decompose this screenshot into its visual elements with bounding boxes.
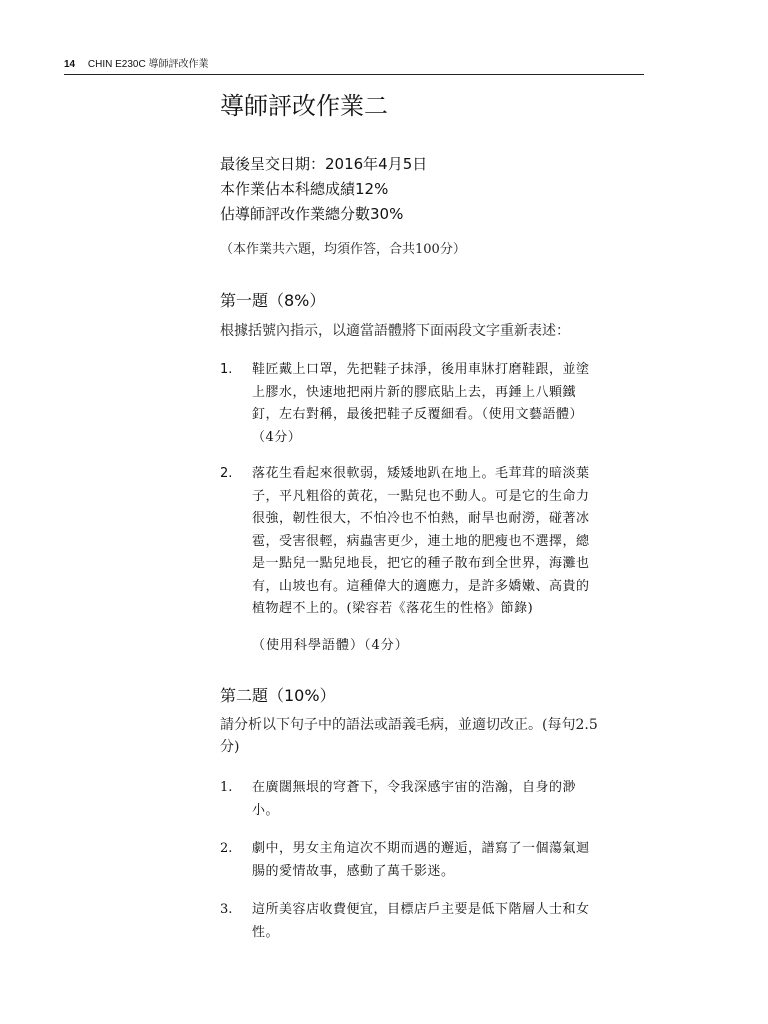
q2-item-1-number: 1. <box>220 780 233 795</box>
q2-item-3-number: 3. <box>220 902 233 917</box>
q1-item-1-text <box>252 359 642 449</box>
assignment-meta <box>220 152 427 227</box>
q1-item-1-line: （4分） <box>252 429 302 445</box>
q2-item-2-line: 腸的愛情故事，感動了萬千影迷。 <box>252 863 455 879</box>
q1-instruction: 根據括號內指示，以適當語體將下面兩段文字重新表述： <box>220 323 570 339</box>
q1-heading: 第一題（8%） <box>220 291 326 310</box>
q1-item-2-text <box>252 463 642 621</box>
running-header <box>64 58 644 75</box>
q2-item-1-line: 在廣闊無垠的穹蒼下，令我深感宇宙的浩瀚，自身的渺 <box>252 780 577 795</box>
q1-item-2-line: 落花生看起來很軟弱，矮矮地趴在地上。毛茸茸的暗淡葉 <box>252 466 590 481</box>
q1-item-1-line: 上膠水，快速地把兩片新的膠底貼上去，再錘上八顆鐵 <box>252 384 577 400</box>
weight-tma: 佔導師評改作業總分數30% <box>220 205 404 223</box>
q1-item-2-line: 雹，受害很輕，病蟲害更少，連土地的肥瘦也不選擇，總 <box>252 533 590 549</box>
q2-item-1-line: 小。 <box>252 802 280 818</box>
q1-item-2-line: 子，平凡粗俗的黃花，一點兒也不動人。可是它的生命力 <box>252 488 590 504</box>
q2-instruction-line: 分) <box>220 739 240 755</box>
assignment-note: （本作業共六題，均須作答，合共100分） <box>220 242 466 257</box>
q2-item-3-text <box>252 899 642 944</box>
page-number: 14 <box>64 59 76 70</box>
weight-course: 本作業佔本科總成績12% <box>220 180 389 198</box>
due-date: 最後呈交日期：2016年4月5日 <box>220 155 428 173</box>
q2-instruction <box>220 714 644 758</box>
q2-instruction-line: 請分析以下句子中的語法或語義毛病，並適切改正。(每句2.5 <box>220 717 598 733</box>
q2-heading: 第二題（10%） <box>220 686 336 705</box>
q2-item-3-line: 這所美容店收費便宜，目標店戶主要是低下階層人士和女 <box>252 902 590 917</box>
q2-item-1-text <box>252 777 642 822</box>
q2-item-3-line: 性。 <box>252 924 280 940</box>
q2-item-2-text <box>252 838 642 883</box>
q1-item-2-line: 植物趕不上的。(梁容若《落花生的性格》節錄) <box>252 601 534 616</box>
course-header: CHIN E230C 導師評改作業 <box>87 59 209 70</box>
q2-item-2-line: 劇中，男女主角這次不期而遇的邂逅，譜寫了一個蕩氣迴 <box>252 841 590 856</box>
q1-item-2-line: 很強，韌性很大，不怕冷也不怕熱，耐旱也耐澇，碰著冰 <box>252 511 590 526</box>
q1-item-2-note: （使用科學語體）（4分） <box>252 638 409 653</box>
page-title: 導師評改作業二 <box>220 92 388 120</box>
q1-item-2-line: 有，山坡也有。這種偉大的適應力，是許多嬌嫩、高貴的 <box>252 578 590 594</box>
q1-item-1-line: 鞋匠戴上口罩，先把鞋子抹淨，後用車牀打磨鞋跟，並塗 <box>252 362 590 377</box>
q1-item-1-line: 釘，左右對稱，最後把鞋子反覆細看。（使用文藝語體） <box>252 407 584 422</box>
q1-item-1-number: 1. <box>220 362 233 377</box>
q2-item-2-number: 2. <box>220 841 233 856</box>
q1-item-2-line: 是一點兒一點兒地長，把它的種子散布到全世界，海灘也 <box>252 556 590 571</box>
q1-item-2-number: 2. <box>220 466 233 481</box>
